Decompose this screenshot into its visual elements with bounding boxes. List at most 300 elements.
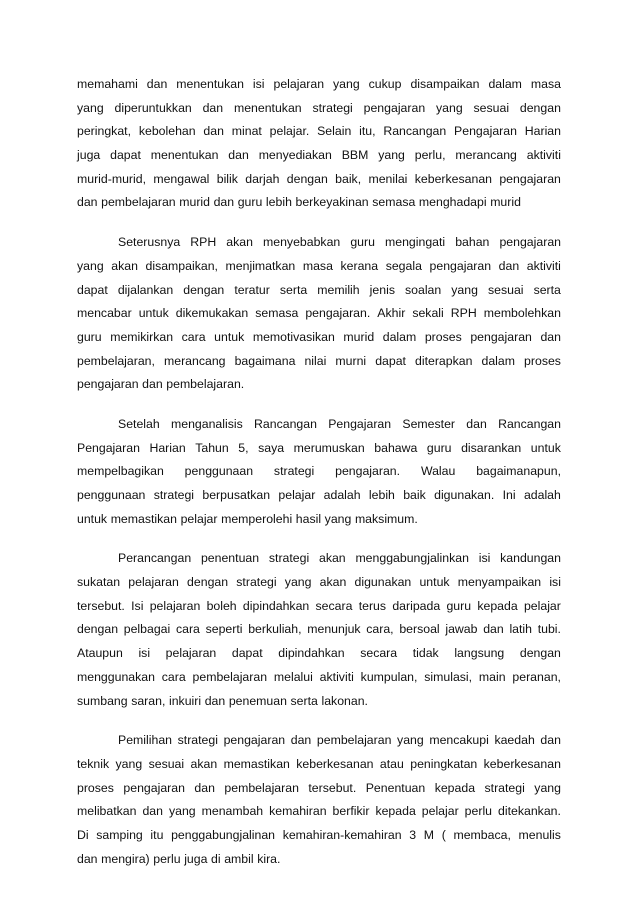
text-line (77, 231, 561, 255)
word: saya (258, 440, 285, 455)
word: dan (77, 195, 98, 210)
text-line (77, 97, 561, 121)
word: serta (290, 693, 318, 708)
word: untuk (419, 575, 450, 590)
text-line (77, 168, 561, 192)
paragraph-4 (77, 547, 561, 713)
word: Perancangan (118, 551, 192, 566)
word: itu (150, 827, 164, 842)
word: Semester (402, 416, 455, 431)
word: strategi (236, 575, 277, 590)
word: proses (77, 780, 114, 795)
word: guru (446, 598, 472, 613)
word: proses (524, 353, 561, 368)
word: aktiviti (319, 669, 354, 684)
text-line (77, 508, 561, 532)
text-line (77, 373, 561, 397)
word: menunjuk (307, 622, 361, 637)
paragraph-1 (77, 73, 561, 215)
word: yang (436, 100, 463, 115)
word: dalam (382, 329, 417, 344)
word: ambil (224, 851, 254, 866)
word: mencabar (77, 306, 132, 321)
word: kemahiran (269, 804, 327, 819)
word: seperti (205, 622, 243, 637)
word: digunakan. (434, 488, 495, 502)
text-line (77, 484, 561, 508)
word: strategi (153, 488, 195, 502)
word: sekali (412, 306, 444, 321)
word: akan (319, 575, 347, 590)
word: ditekankan. (498, 804, 561, 819)
word: dan (146, 77, 168, 91)
word: pelajaran (273, 77, 325, 91)
word: menggunakan (77, 669, 155, 684)
word: keberkesanan (483, 756, 561, 771)
word: strategi (273, 464, 315, 479)
word: dapat (375, 353, 406, 368)
word: yang (534, 780, 561, 795)
text-line (77, 824, 561, 848)
word: saran, (131, 693, 166, 708)
word: melalui (273, 669, 313, 684)
text-line (77, 729, 561, 753)
word: menyampaikan (457, 575, 542, 590)
word: disampaikan (410, 77, 480, 91)
word: ( (441, 827, 446, 842)
word: cara (181, 329, 206, 344)
word: berfikir (332, 804, 370, 819)
word: pembelajaran (101, 195, 176, 210)
word: juga (184, 851, 208, 866)
word: pengajaran (429, 258, 492, 273)
word: untuk (138, 306, 169, 321)
word: dan (194, 780, 215, 795)
word: serta (533, 282, 561, 297)
word: M (423, 827, 435, 842)
word: pembelajaran. (166, 377, 245, 392)
word: BBM (341, 148, 369, 163)
word: Penentuan (365, 780, 426, 795)
word: minat (231, 124, 262, 139)
word: kerana (340, 258, 379, 273)
word: dan (202, 100, 224, 115)
word: 5, (238, 440, 249, 455)
word: murid (179, 195, 210, 210)
word: Walau (420, 464, 456, 479)
word: untuk (530, 440, 561, 455)
word: keberkesanan (296, 756, 374, 771)
word: nilai (304, 353, 327, 368)
word: Di (77, 827, 89, 842)
word: yang (168, 804, 196, 819)
word: masa (302, 258, 333, 273)
text-line (77, 302, 561, 326)
word: RPH (190, 235, 217, 250)
word: digunakan (354, 575, 412, 590)
word: mengawal (153, 171, 210, 186)
word: pembelajaran, (77, 353, 155, 368)
word: jawab (445, 622, 478, 637)
word: menghadapi (418, 195, 487, 210)
word: Isi (131, 598, 144, 613)
word: pelajar (421, 804, 459, 819)
paragraph-5 (77, 729, 561, 871)
word: akan (318, 551, 346, 566)
word: guru (237, 195, 263, 210)
word: dengan (519, 100, 561, 115)
word: Setelah (118, 416, 160, 431)
word: aktiviti (526, 148, 561, 163)
word: dapat (110, 148, 141, 163)
word: isi (252, 77, 265, 91)
word: murni (335, 353, 367, 368)
word: membaca, (453, 827, 511, 842)
word: dan (77, 851, 98, 866)
word: pembelajaran (224, 780, 299, 795)
word: samping (96, 827, 143, 842)
word: pelajar (523, 598, 561, 613)
word: yang (77, 100, 104, 115)
text-line (77, 326, 561, 350)
word: akan (111, 258, 138, 273)
word: berpusatkan (202, 488, 271, 502)
word: adalah (523, 488, 561, 502)
word: strategi (177, 733, 218, 748)
word: secara (360, 646, 398, 661)
word: merumuskan (293, 440, 365, 455)
word: dan (142, 377, 163, 392)
word: bahan (455, 235, 490, 250)
text-line (77, 73, 561, 97)
word: Harian (524, 124, 561, 139)
word: yang (284, 575, 312, 590)
word: aktiviti (526, 258, 561, 273)
word: untuk (77, 511, 108, 526)
word: dan (203, 124, 224, 139)
word: semasa (255, 306, 299, 321)
word: merancang (163, 353, 226, 368)
word: disarankan (461, 440, 522, 455)
word: dan (213, 195, 235, 210)
word: isi (138, 646, 151, 661)
word: pelajaran (128, 575, 179, 590)
word: Tahun (195, 440, 229, 455)
word: dapat (77, 282, 108, 297)
word: mempelbagikan (77, 464, 164, 479)
word: kebolehan (138, 124, 196, 139)
word: jenis (369, 282, 395, 297)
word: menulis (518, 827, 561, 842)
word: untuk (214, 329, 245, 344)
text-line (77, 255, 561, 279)
word: menyebabkan (263, 235, 341, 250)
word: akan (190, 756, 218, 771)
word: penggunaan (77, 488, 146, 502)
word: bagaimanapun, (476, 464, 561, 479)
paragraph-2 (77, 231, 561, 397)
word: semasa (372, 195, 416, 210)
word: guru (350, 235, 375, 250)
word: mencakupi (429, 733, 489, 748)
word: guru (426, 440, 452, 455)
word: dikemukakan (175, 306, 249, 321)
word: yang (115, 756, 143, 771)
word: dengan (183, 282, 225, 297)
word: memperolehi (221, 511, 293, 526)
word: dapat (231, 646, 263, 661)
text-line (77, 595, 561, 619)
word: pengajaran (499, 171, 561, 186)
word: Akhir (377, 306, 406, 321)
word: sesuai (473, 100, 510, 115)
document-page (77, 73, 561, 887)
word: pengajaran (223, 733, 286, 748)
word: dan (483, 622, 504, 637)
word: dijalankan (117, 282, 174, 297)
word: main (478, 669, 506, 684)
word: Harian (149, 440, 186, 455)
word: perlu, (414, 148, 446, 163)
word: secara (315, 598, 353, 613)
word: yang (333, 77, 360, 91)
word: kepada (434, 780, 476, 795)
word: dan (228, 148, 249, 163)
word: tidak (412, 646, 439, 661)
word: pengajaran (77, 377, 139, 392)
word: mengingati (384, 235, 446, 250)
word: hasil (295, 511, 322, 526)
text-line (77, 753, 561, 777)
word: memilih (317, 282, 360, 297)
word: memastikan (223, 756, 290, 771)
word: perlu (153, 851, 181, 866)
word: tersebut. (308, 780, 357, 795)
word: dan (142, 804, 163, 819)
word: merancang (455, 148, 517, 163)
word: teratur (234, 282, 270, 297)
word: kepada (375, 804, 416, 819)
text-line (77, 777, 561, 801)
word: perlu (464, 804, 493, 819)
text-line (77, 618, 561, 642)
word: teknik (77, 756, 110, 771)
word: pengajaran. (305, 306, 371, 321)
word: darjah (245, 171, 280, 186)
text-line (77, 642, 561, 666)
word: keberkesanan (414, 171, 493, 186)
word: strategi (484, 780, 525, 795)
word: Seterusnya (118, 235, 181, 250)
word: itu, (359, 124, 376, 139)
word: baik, (335, 171, 362, 186)
word: Pemilihan (118, 733, 172, 748)
text-line (77, 413, 561, 437)
word: kemahiran-kemahiran (282, 827, 402, 842)
word: Ataupun (77, 646, 123, 661)
word: guru (77, 329, 102, 344)
text-line (77, 279, 561, 303)
word: yang (378, 148, 405, 163)
word: peranan, (512, 669, 561, 684)
word: serta (279, 282, 308, 297)
word: mengira) (101, 851, 150, 866)
word: Ini (502, 488, 516, 502)
word: terus (358, 598, 387, 613)
text-line (77, 666, 561, 690)
word: tersebut. (77, 598, 125, 613)
word: penentuan (200, 551, 260, 566)
text-line (77, 547, 561, 571)
text-line (77, 460, 561, 484)
word: kepada (477, 598, 518, 613)
word: cara (161, 669, 186, 684)
word: baik (403, 488, 426, 502)
word: diperuntukkan (114, 100, 192, 115)
word: sesuai (148, 756, 185, 771)
word: maksimum. (354, 511, 418, 526)
word: dan (498, 258, 520, 273)
word: disampaikan, (145, 258, 218, 273)
word: menentukan (233, 100, 302, 115)
word: dalam (488, 77, 522, 91)
word: strategi (268, 551, 310, 566)
word: bersoal (399, 622, 440, 637)
text-line (77, 437, 561, 461)
word: pengajaran. (335, 464, 401, 479)
word: dan (466, 416, 487, 431)
word: dengan (77, 622, 119, 637)
word: dan (290, 733, 312, 748)
word: inkuiri (168, 693, 202, 708)
word: kumpulan, (360, 669, 418, 684)
word: soalan (405, 282, 442, 297)
word: pengajaran (470, 329, 532, 344)
word: pelajar (278, 488, 316, 502)
word: proses (424, 329, 462, 344)
word: memahami (77, 77, 138, 91)
word: yang (451, 282, 478, 297)
word: pelbagai (123, 622, 171, 637)
word: lakonan. (321, 693, 368, 708)
word: pembelajaran (316, 733, 392, 748)
word: Rancangan (254, 416, 317, 431)
word: tubi. (537, 622, 561, 637)
word: sumbang (77, 693, 128, 708)
word: strategi (312, 100, 353, 115)
word: memotivasikan (252, 329, 335, 344)
word: yang (77, 258, 104, 273)
word: langsung (454, 646, 505, 661)
word: dan (540, 733, 561, 748)
word: boleh (206, 598, 237, 613)
word: yang (397, 733, 424, 748)
word: menyediakan (258, 148, 332, 163)
word: Pengajaran (454, 124, 517, 139)
word: pelajar (180, 511, 218, 526)
word: penemuan (228, 693, 287, 708)
text-line (77, 800, 561, 824)
word: RPH (450, 306, 477, 321)
word: menganalisis (170, 416, 243, 431)
word: memastikan (110, 511, 177, 526)
word: 3 (409, 827, 417, 842)
word: akan (226, 235, 253, 250)
word: sesuai (487, 282, 524, 297)
text-line (77, 191, 561, 215)
word: Selain (317, 124, 352, 139)
word: dengan (286, 171, 328, 186)
text-line (77, 571, 561, 595)
text-line (77, 350, 561, 374)
word: latih (509, 622, 532, 637)
word: yang (324, 511, 352, 526)
word: kaedah (494, 733, 535, 748)
word: Pengajaran (77, 440, 140, 455)
word: membolehkan (483, 306, 561, 321)
word: Pengajaran (328, 416, 392, 431)
word: bilik (216, 171, 238, 186)
word: pengajaran (499, 235, 561, 250)
word: daripada (392, 598, 441, 613)
word: menambah (201, 804, 264, 819)
word: diterapkan (415, 353, 473, 368)
word: dengan (519, 646, 561, 661)
word: simulasi, (424, 669, 473, 684)
word: dalam (481, 353, 515, 368)
word: dengan (187, 575, 229, 590)
word: cukup (368, 77, 402, 91)
word: dan (204, 693, 226, 708)
word: pelajaran (165, 646, 217, 661)
word: masa (530, 77, 561, 91)
word: cara (175, 622, 200, 637)
word: penggabungjalinan (171, 827, 276, 842)
word: atau (379, 756, 404, 771)
word: peningkatan (410, 756, 478, 771)
word: menjimatkan (225, 258, 296, 273)
word: lebih (265, 195, 292, 210)
word: pelajar. (269, 124, 310, 139)
word: peringkat, (77, 124, 132, 139)
word: dipindahkan (278, 646, 345, 661)
word: segala (385, 258, 422, 273)
text-line (77, 144, 561, 168)
word: memikirkan (110, 329, 174, 344)
word: sukatan (77, 575, 121, 590)
word: menilai (368, 171, 408, 186)
word: murid (490, 195, 521, 210)
word: melibatkan (77, 804, 137, 819)
word: Rancangan (498, 416, 561, 431)
word: di (211, 851, 221, 866)
word: murid (343, 329, 375, 344)
word: pengajaran (123, 780, 185, 795)
word: adalah (323, 488, 361, 502)
word: pembelajaran (192, 669, 268, 684)
word: pengajaran (363, 100, 426, 115)
word: cara, (366, 622, 394, 637)
word: kandungan (500, 551, 561, 566)
paragraph-3 (77, 413, 561, 531)
text-line (77, 120, 561, 144)
word: bagaimana (234, 353, 296, 368)
word: bahawa (374, 440, 418, 455)
word: menentukan (150, 148, 219, 163)
word: dipindahkan (242, 598, 310, 613)
word: pelajaran (149, 598, 201, 613)
word: kira. (257, 851, 281, 866)
